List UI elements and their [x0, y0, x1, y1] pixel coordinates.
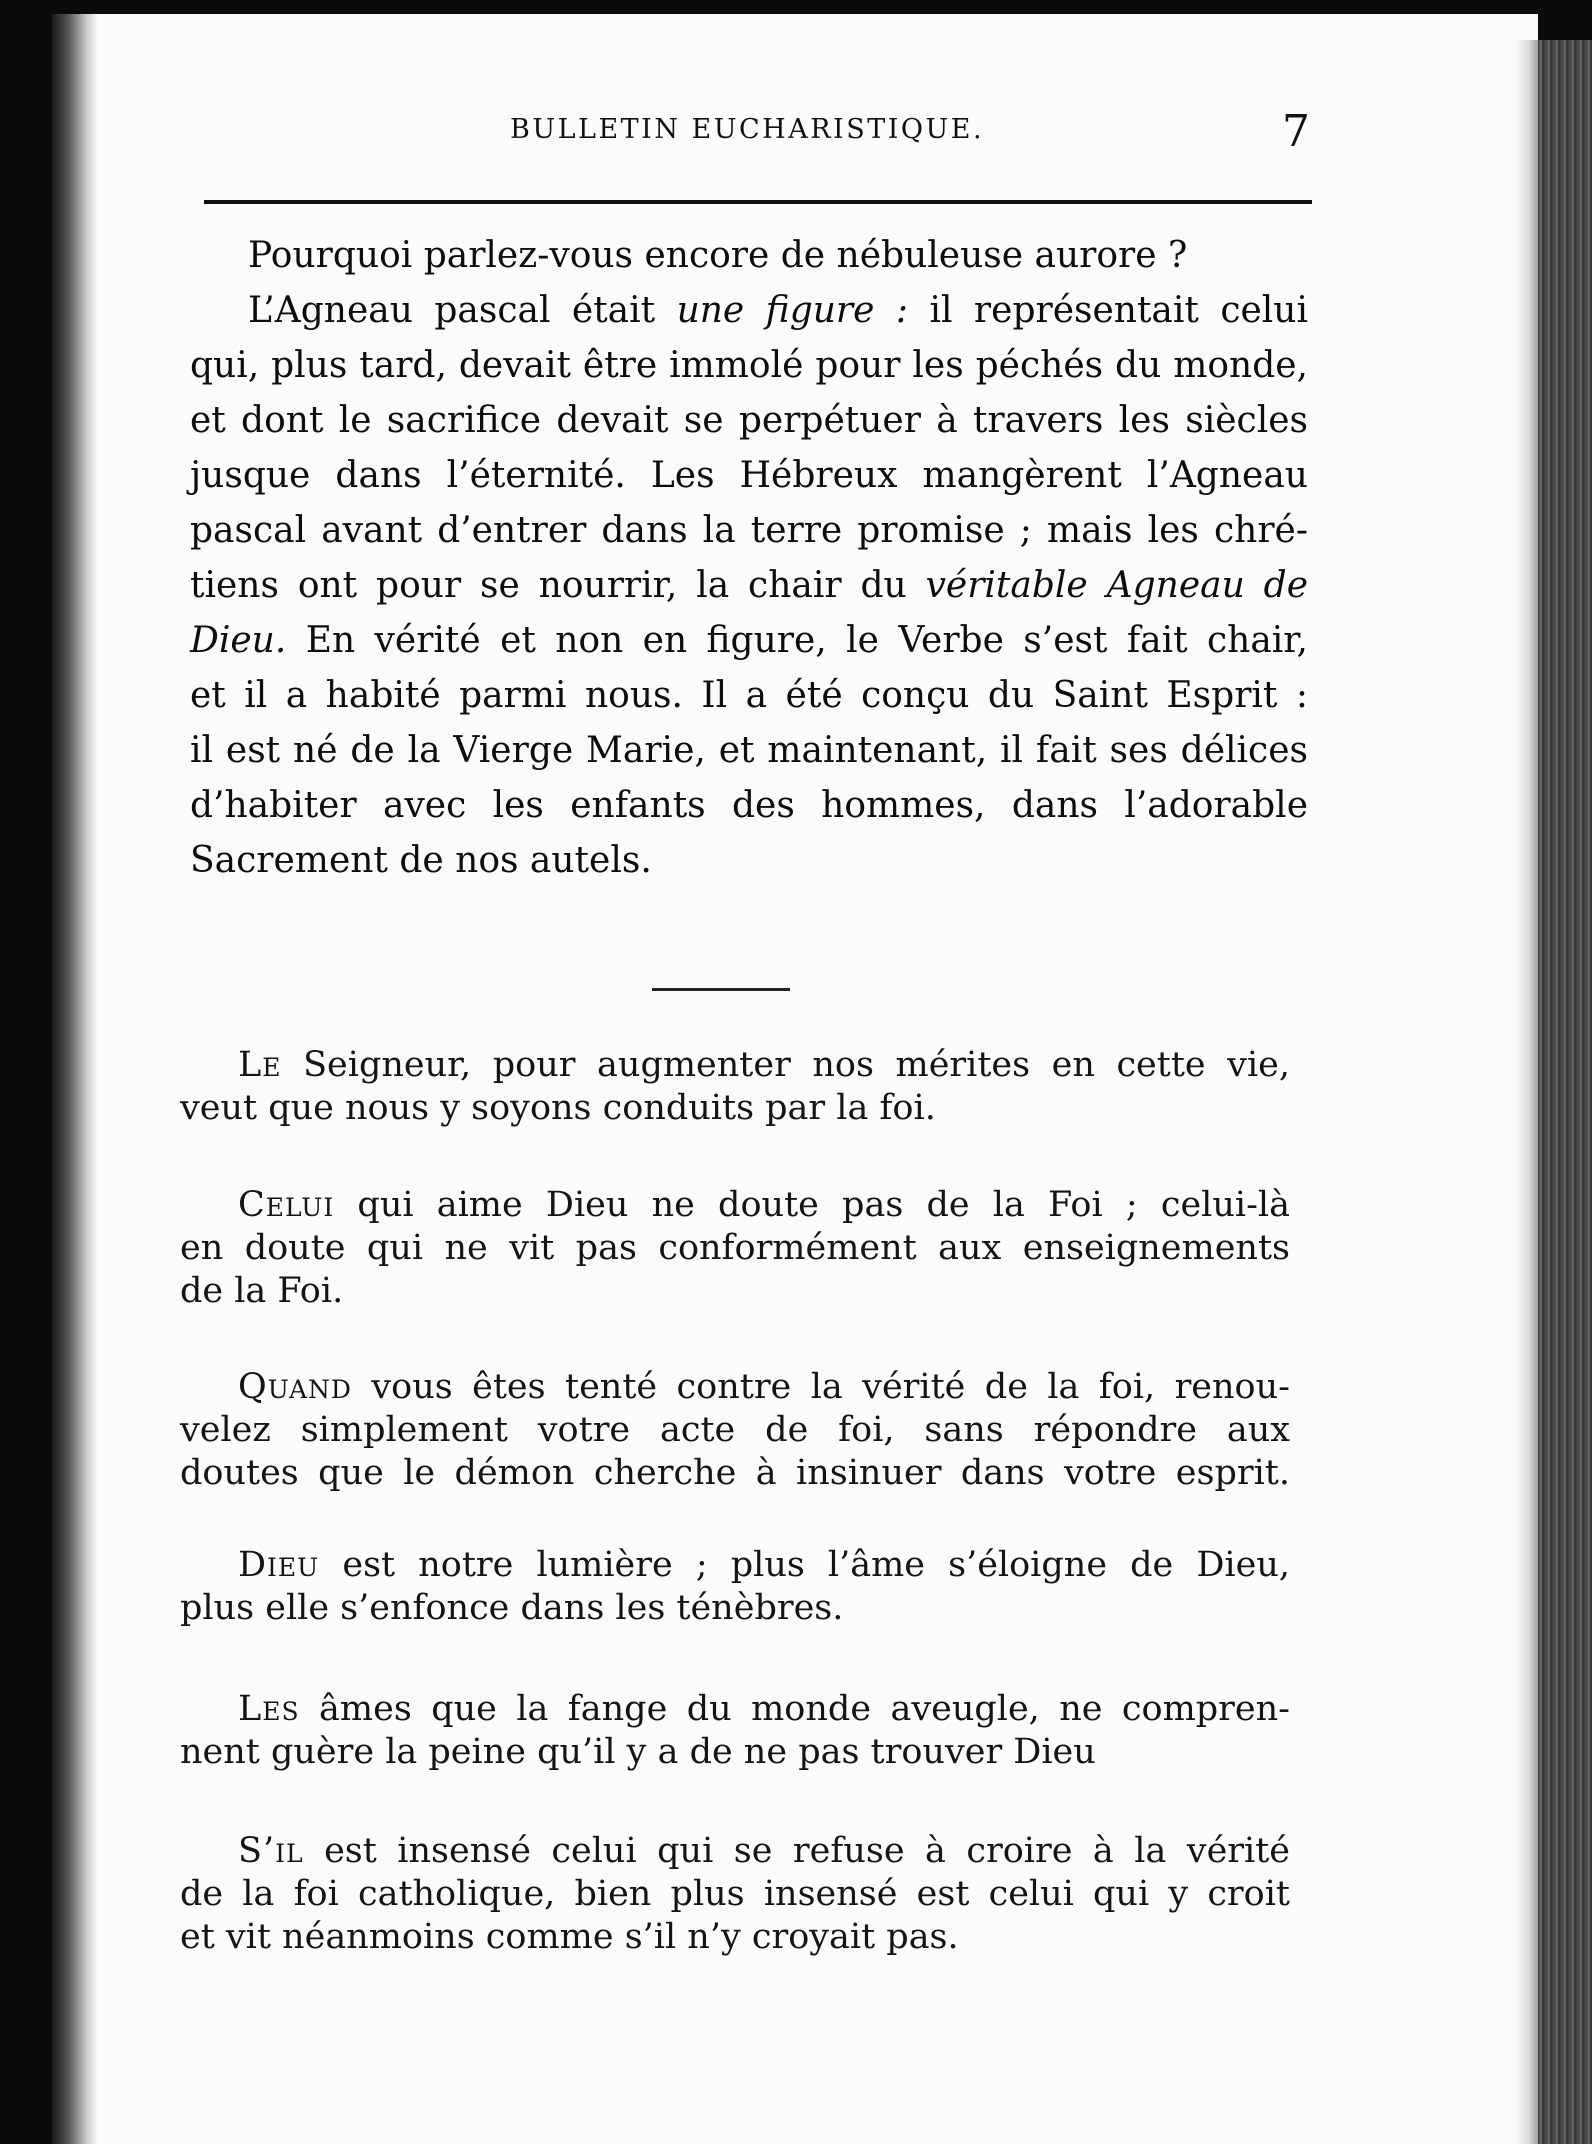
maxim-paragraph: [180, 1830, 1290, 1959]
passage-line: et il a habité parmi nous. Il a été conçu du Saint Esprit :: [190, 675, 1308, 716]
maxim-line: et vit néanmoins comme s’il n’y croyait pas.: [180, 1917, 959, 1957]
passage-line: Sacrement de nos autels.: [190, 840, 652, 881]
binding-shadow: [52, 14, 98, 2144]
page-number: 7: [1282, 106, 1310, 157]
maxim-paragraph: [180, 1366, 1290, 1495]
passage-line: qui, plus tard, devait être immolé pour les péchés du monde,: [190, 345, 1308, 386]
small-caps-lead: S’il: [238, 1831, 304, 1871]
maxim-line: de la foi catholique, bien plus insensé est celui qui y croit: [180, 1874, 1290, 1914]
small-caps-lead: Le: [238, 1045, 282, 1085]
header-rule: [204, 200, 1312, 204]
maxim-line: nent guère la peine qu’il y a de ne pas trouver Dieu: [180, 1732, 1096, 1772]
italic-emphasis: une figure :: [676, 290, 909, 331]
passage-line: L’Agneau pascal était une figure : il représentait celui: [248, 290, 1308, 331]
passage-line: Pourquoi parlez-vous encore de nébuleuse aurore ?: [248, 235, 1188, 276]
passage-line: d’habiter avec les enfants des hommes, dans l’adorable: [190, 785, 1308, 826]
running-title: BULLETIN EUCHARISTIQUE.: [510, 114, 985, 145]
maxim-line: en doute qui ne vit pas conformément aux enseignements: [180, 1228, 1290, 1268]
small-caps-lead: Quand: [238, 1367, 352, 1407]
passage-line: jusque dans l’éternité. Les Hébreux mangèrent l’Agneau: [190, 455, 1308, 496]
maxim-line: doutes que le démon cherche à insinuer dans votre esprit.: [180, 1453, 1290, 1493]
page-edge-shadow: [1515, 40, 1539, 2144]
maxim-line: Quand vous êtes tenté contre la vérité de la foi, renou-: [238, 1367, 1290, 1407]
main-passage: [190, 228, 1308, 888]
maxim-line: veut que nous y soyons conduits par la foi.: [180, 1088, 936, 1128]
small-caps-lead: Les: [238, 1689, 300, 1729]
maxim-line: Le Seigneur, pour augmenter nos mérites en cette vie,: [238, 1045, 1290, 1085]
passage-line: il est né de la Vierge Marie, et maintenant, il fait ses délices: [190, 730, 1308, 771]
maxim-line: Les âmes que la fange du monde aveugle, ne compren-: [238, 1689, 1290, 1729]
passage-line: et dont le sacrifice devait se perpétuer à travers les siècles: [190, 400, 1308, 441]
maxim-line: Celui qui aime Dieu ne doute pas de la Foi ; celui-là: [238, 1185, 1290, 1225]
passage-line: pascal avant d’entrer dans la terre promise ; mais les chré-: [190, 510, 1308, 551]
maxim-line: de la Foi.: [180, 1271, 344, 1311]
maxim-paragraph: [180, 1044, 1290, 1130]
passage-line: Dieu. En vérité et non en figure, le Verbe s’est fait chair,: [190, 620, 1308, 661]
small-caps-lead: Celui: [238, 1185, 335, 1225]
maxim-paragraph: [180, 1184, 1290, 1313]
page-stack: [1538, 40, 1592, 2144]
italic-emphasis: Dieu.: [190, 620, 287, 661]
section-divider: [652, 988, 790, 991]
passage-line: tiens ont pour se nourrir, la chair du véritable Agneau de: [190, 565, 1308, 606]
italic-emphasis: véritable Agneau de: [925, 565, 1308, 606]
maxim-paragraph: [180, 1688, 1290, 1774]
running-header: [190, 106, 1310, 166]
maxim-line: plus elle s’enfonce dans les ténèbres.: [180, 1588, 844, 1628]
maxim-line: S’il est insensé celui qui se refuse à croire à la vérité: [238, 1831, 1290, 1871]
maxim-line: Dieu est notre lumière ; plus l’âme s’éloigne de Dieu,: [238, 1545, 1290, 1585]
small-caps-lead: Dieu: [238, 1545, 320, 1585]
maxim-line: velez simplement votre acte de foi, sans répondre aux: [180, 1410, 1290, 1450]
maxim-paragraph: [180, 1544, 1290, 1630]
